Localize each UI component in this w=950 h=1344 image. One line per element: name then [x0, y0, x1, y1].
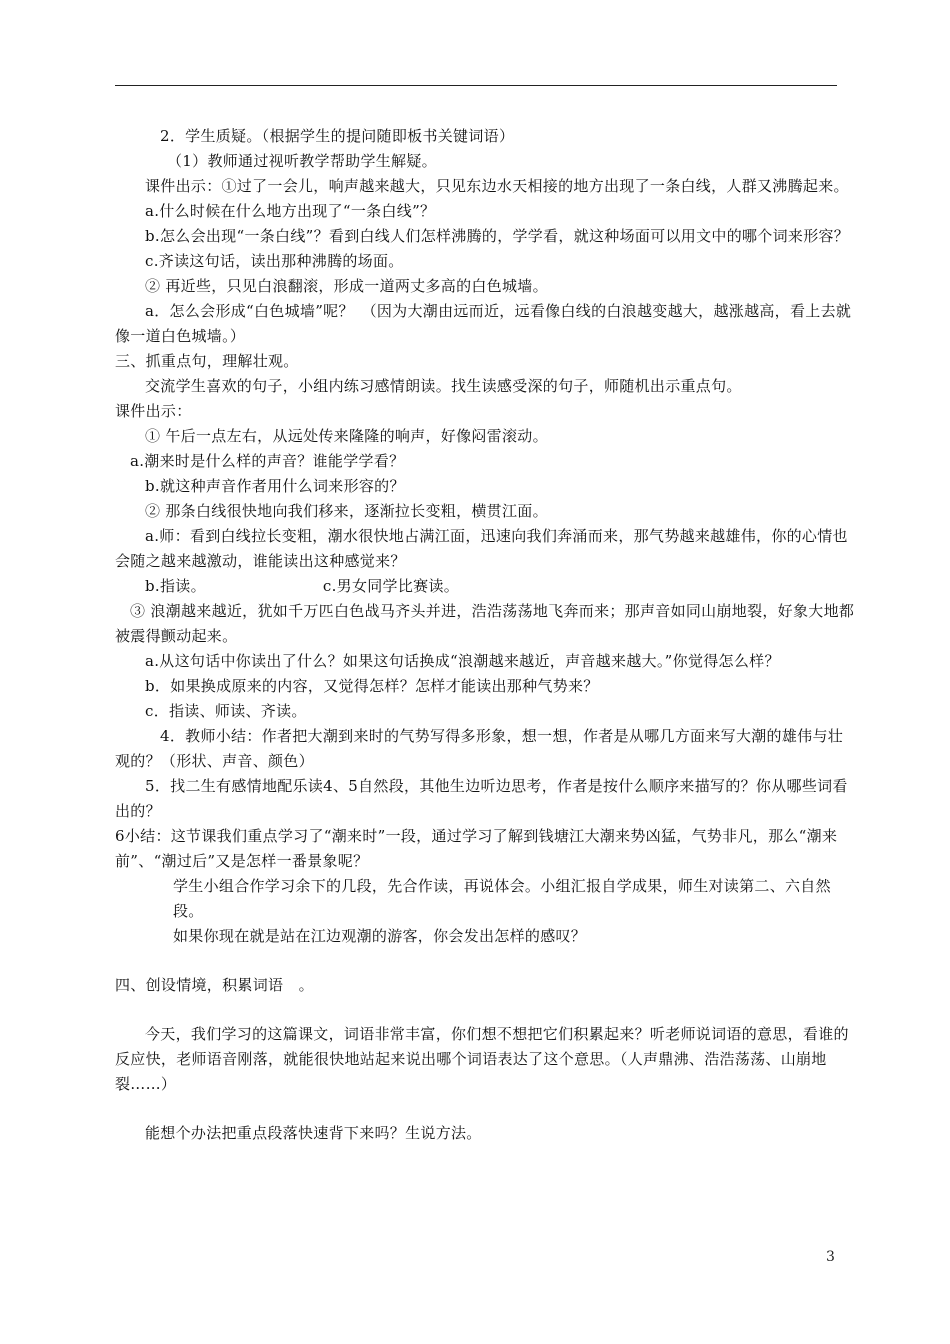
paragraph-question-a3: a.潮来时是什么样的声音？谁能学学看？ [130, 452, 405, 470]
header-rule [115, 85, 837, 86]
paragraph-question-a1: a.什么时候在什么地方出现了“一条白线”？ [145, 202, 436, 220]
paragraph-group-study: 学生小组合作学习余下的几段，先合作读，再说体会。小组汇报自学成果，师生对读第二、六自然段。 [173, 877, 831, 920]
paragraph-question-b1: b.怎么会出现“一条白线”？看到白线人们怎样沸腾的，学学看，就这种场面可以用文中的哪个词来形容？ [145, 227, 850, 245]
paragraph-question-a5: a.从这句话中你读出了什么？如果这句话换成“浪潮越来越近，声音越来越大。”你觉得怎么样？ [145, 652, 780, 670]
paragraph-reading-options [115, 574, 855, 599]
paragraph-sentence-2: ② 再近些，只见白浪翻滚，形成一道两丈多高的白色城墙。 [145, 277, 548, 295]
paragraph-step-2: 2．学生质疑。（根据学生的提问随即板书关键词语） [160, 127, 515, 145]
paragraph-vocabulary: 今天，我们学习的这篇课文，词语非常丰富，你们想不想把它们积累起来？听老师说词语的意思，看谁的反应快，老师语音刚落，就能很快地站起来说出哪个词语表达了这个意思。（人声鼎沸、浩浩荡荡、山崩地裂……） [115, 1025, 849, 1093]
paragraph-courseware-1: 课件出示：①过了一会儿，响声越来越大，只见东边水天相接的地方出现了一条白线，人群又沸腾起来。 [145, 177, 849, 195]
paragraph-key-sentence-1: ① 午后一点左右，从远处传来隆隆的响声，好像闷雷滚动。 [145, 427, 548, 445]
paragraph-question-c1: c.齐读这句话，读出那种沸腾的场面。 [145, 252, 404, 270]
paragraph-key-sentence-2: ② 那条白线很快地向我们移来，逐渐拉长变粗，横贯江面。 [145, 502, 548, 520]
paragraph-key-sentence-3: ③ 浪潮越来越近，犹如千万匹白色战马齐头并进，浩浩荡荡地飞奔而来；那声音如同山崩地裂，好象大地都被震得颤动起来。 [115, 602, 855, 645]
section-heading-4: 四、创设情境，积累词语 。 [115, 976, 314, 994]
paragraph-exchange: 交流学生喜欢的句子，小组内练习感情朗读。找生读感受深的句子，师随机出示重点句。 [145, 377, 742, 395]
paragraph-question-a2: a．怎么会形成“白色城墙”呢？ （因为大潮由远而近，远看像白线的白浪越变越大，越涨越高，看上去就像一道白色城墙。） [115, 302, 852, 345]
paragraph-step-6: 6小结：这节课我们重点学习了“潮来时”一段，通过学习了解到钱塘江大潮来势凶猛，气势非凡，那么“潮来前”、“潮过后”又是怎样一番景象呢？ [115, 827, 838, 870]
paragraph-teacher-summary: 4．教师小结：作者把大潮到来时的气势写得多形象，想一想，作者是从哪几方面来写大潮的雄伟与壮观的？（形状、声音、颜色） [115, 727, 844, 770]
reading-option-c: c.男女同学比赛读。 [322, 577, 460, 595]
paragraph-tourist-question: 如果你现在就是站在江边观潮的游客，你会发出怎样的感叹？ [173, 927, 587, 945]
page-number: 3 [826, 1249, 835, 1265]
paragraph-step-2-1: （1）教师通过视听教学帮助学生解疑。 [167, 152, 437, 170]
paragraph-courseware-2: 课件出示： [115, 402, 192, 420]
reading-option-b: b.指读。 [145, 577, 206, 595]
paragraph-question-b5: b．如果换成原来的内容，又觉得怎样？怎样才能读出那种气势来？ [145, 677, 599, 695]
paragraph-question-a4: a.师：看到白线拉长变粗，潮水很快地占满江面，迅速向我们奔涌而来，那气势越来越雄伟，你的心情也会随之越来越激动，谁能读出这种感觉来？ [115, 527, 848, 570]
paragraph-question-b3: b.就这种声音作者用什么词来形容的？ [145, 477, 405, 495]
paragraph-step-5: 5．找二生有感情地配乐读4、5自然段，其他生边听边思考，作者是按什么顺序来描写的？你从哪些词看出的？ [115, 777, 848, 820]
paragraph-question-c5: c．指读、师读、齐读。 [145, 702, 307, 720]
paragraph-memorize: 能想个办法把重点段落快速背下来吗？生说方法。 [145, 1124, 482, 1142]
section-heading-3: 三、抓重点句，理解壮观。 [115, 352, 299, 370]
document-body [115, 124, 855, 1146]
